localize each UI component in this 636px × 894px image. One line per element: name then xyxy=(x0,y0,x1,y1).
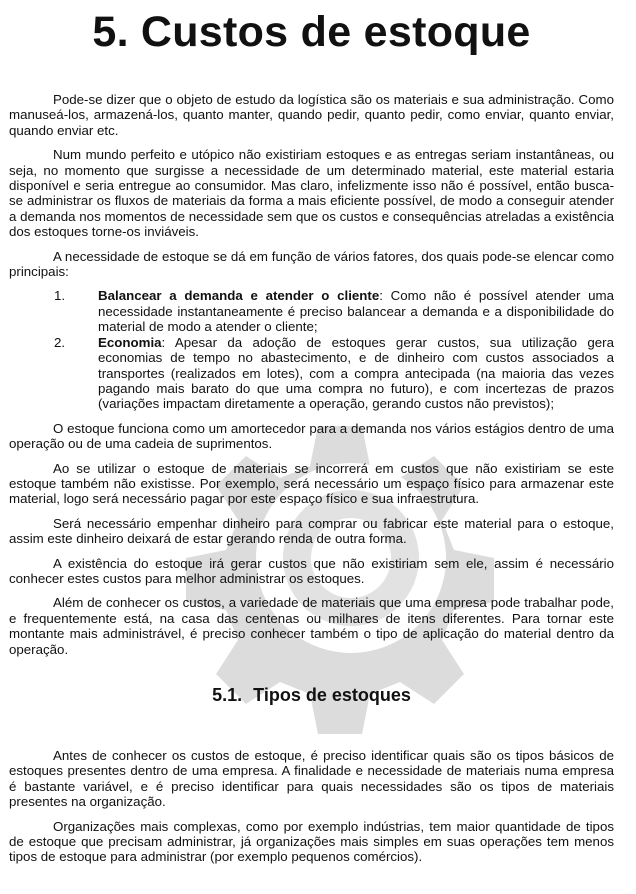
paragraph: A existência do estoque irá gerar custos que não existiriam sem ele, assim é necessário conhecer estes custos para melhor administrar os estoques. xyxy=(9,555,614,586)
paragraph: Num mundo perfeito e utópico não existiriam estoques e as entregas seriam instantâneas, ou seja, no momento que surgisse a necessidade de um determinado material, este material estaria disponível e seria entregue ao consumidor. Mas claro, infelizmente isso não é possível, então busca-se administrar os fluxos de materiais da forma a mais eficiente possível, de modo a conseguir atender a demanda nos momentos de necessidade sem que os custos e consequências atreladas a existência dos estoques torne-os inviáveis. xyxy=(9,147,614,240)
list-item-number: 2. xyxy=(54,334,66,350)
paragraph: Antes de conhecer os custos de estoque, é preciso identificar quais são os tipos básicos de estoques presentes dentro de uma empresa. A finalidade e necessidade de materiais numa empresa é bastante variável, e é preciso identificar para quais necessidades são os tipos de materiais presentes na organização. xyxy=(9,748,614,810)
section-title xyxy=(9,684,614,706)
section-title-text: Tipos de estoques xyxy=(253,685,411,705)
list-item-term: Balancear a demanda e atender o cliente xyxy=(98,288,380,304)
list-item-text: : Apesar da adoção de estoques gerar custos, sua utilização gera economias de tempo no abastecimento, e de dinheiro com custos associados a transportes (realizados em lotes), com a compra antecipada (na maioria das vezes pagando mais barato do que uma compra no futuro), e com incertezas de prazos (variações impactam diretamente a operação, gerando custos não previstos); xyxy=(98,334,614,412)
list-item xyxy=(9,335,614,412)
list-item xyxy=(9,288,614,334)
chapter-title-text: Custos de estoque xyxy=(140,8,531,56)
document-page xyxy=(0,6,636,865)
reasons-list xyxy=(9,288,614,411)
paragraph: Além de conhecer os custos, a variedade de materiais que uma empresa pode trabalhar pode, e frequentemente está, na casa das centenas ou milhares de itens diferentes. Para tornar este montante mais administrável, é preciso conhecer também o tipo de aplicação do material dentro da operação. xyxy=(9,595,614,657)
section-number: 5.1. xyxy=(212,685,243,705)
paragraph: Ao se utilizar o estoque de materiais se incorrerá em custos que não existiriam se este estoque também não existisse. Por exemplo, será necessário um espaço físico para armazenar este material, logo será necessário pagar por este espaço físico e sua infraestrutura. xyxy=(9,460,614,507)
paragraph: A necessidade de estoque se dá em função de vários fatores, dos quais pode-se elencar como principais: xyxy=(9,248,614,280)
paragraph: Pode-se dizer que o objeto de estudo da logística são os materiais e sua administração. Como manuseá-los, armazená-los, quanto manter, quando pedir, quanto pedir, como enviar, quanto enviar, quando enviar etc. xyxy=(9,92,614,138)
paragraph: Organizações mais complexas, como por exemplo indústrias, tem maior quantidade de tipos de estoque que precisam administrar, já organizações mais simples em suas operações tem menos tipos de estoque para administrar (por exemplo pequenos comércios). xyxy=(9,818,614,865)
list-item-term: Economia xyxy=(98,334,162,350)
paragraph: Será necessário empenhar dinheiro para comprar ou fabricar este material para o estoque, assim este dinheiro deixará de estar gerando renda de outra forma. xyxy=(9,515,614,547)
chapter-title xyxy=(9,6,614,58)
paragraph: O estoque funciona como um amortecedor para a demanda nos vários estágios dentro de uma operação ou de uma cadeia de suprimentos. xyxy=(9,420,614,452)
chapter-number: 5. xyxy=(92,8,129,56)
chapter-body xyxy=(9,92,614,865)
list-item-text: : Como não é possível atender uma necessidade instantaneamente é preciso balancear a demanda e a disponibilidade do material de modo a atender o cliente; xyxy=(98,288,614,335)
list-item-number: 1. xyxy=(54,288,66,304)
